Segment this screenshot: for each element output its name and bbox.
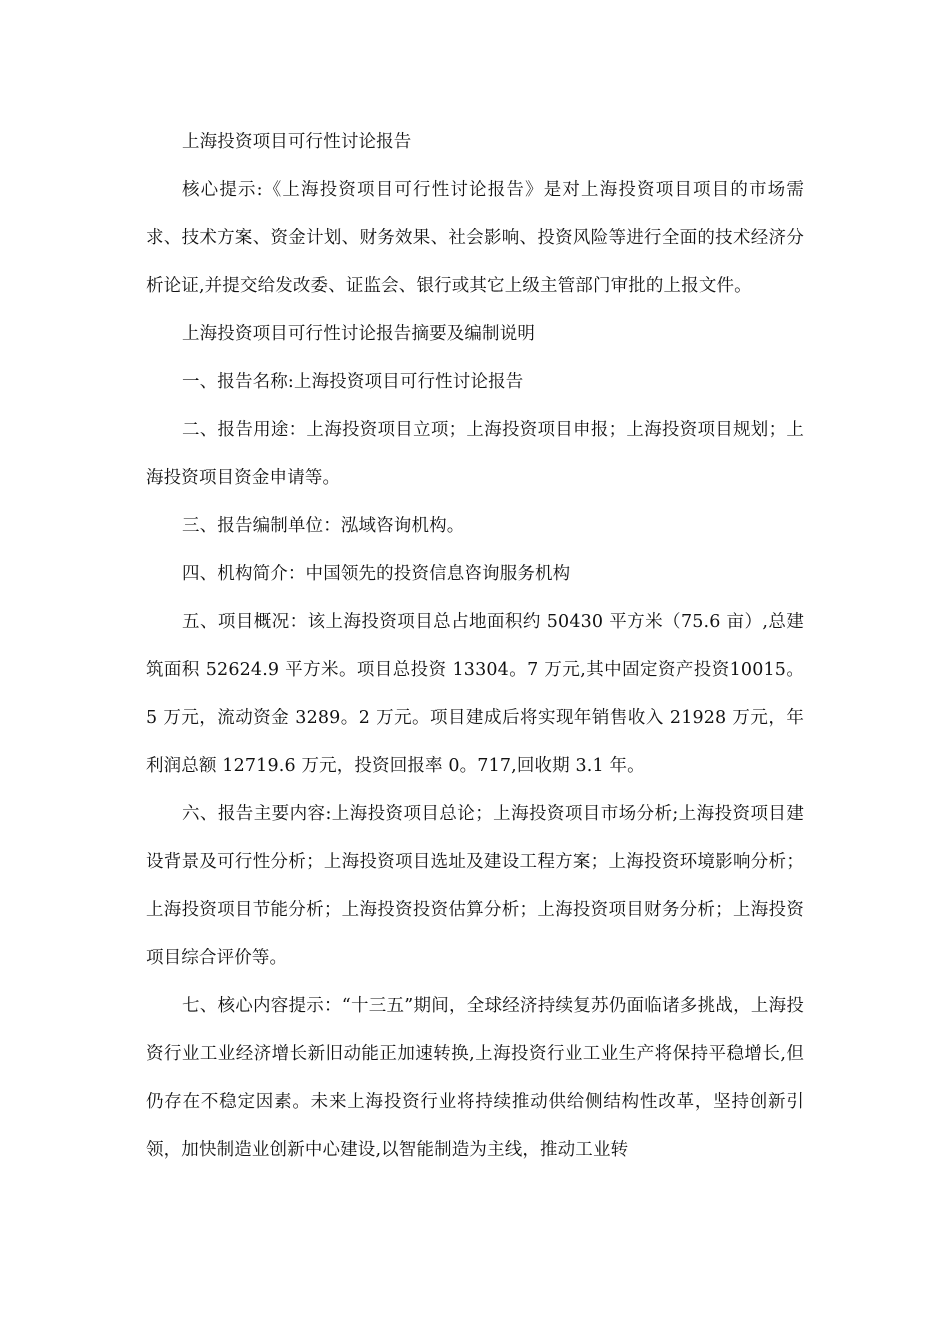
paragraph-project-overview: 五、项目概况：该上海投资项目总占地面积约 50430 平方米（75.6 亩）,总建筑面积 52624.9 平方米。项目总投资 13304。7 万元,其中固定资产投资10015。5 万元，流动资金 3289。2 万元。项目建成后将实现年销售收入 21928 万元，年利润总额 12719.6 万元，投资回报率 0。717,回收期 3.1 年。: [146, 612, 804, 776]
document-title: 上海投资项目可行性讨论报告: [182, 132, 412, 152]
paragraph-abstract-heading: 上海投资项目可行性讨论报告摘要及编制说明: [182, 324, 535, 344]
paragraph-core-summary: 核心提示:《上海投资项目可行性讨论报告》是对上海投资项目项目的市场需求、技术方案、资金计划、财务效果、社会影响、投资风险等进行全面的技术经济分析论证,并提交给发改委、证监会、银行或其它上级主管部门审批的上报文件。: [146, 180, 804, 296]
paragraph-compiling-unit: 三、报告编制单位：泓域咨询机构。: [182, 516, 465, 536]
paragraph-core-content: 七、核心内容提示：“十三五”期间，全球经济持续复苏仍面临诸多挑战，上海投资行业工业经济增长新旧动能正加速转换,上海投资行业工业生产将保持平稳增长,但仍存在不稳定因素。未来上海投资行业将持续推动供给侧结构性改革，坚持创新引领，加快制造业创新中心建设,以智能制造为主线，推动工业转: [146, 996, 804, 1160]
paragraph-report-usage: 二、报告用途：上海投资项目立项；上海投资项目申报；上海投资项目规划；上海投资项目资金申请等。: [146, 420, 804, 488]
paragraph-main-content: 六、报告主要内容:上海投资项目总论；上海投资项目市场分析;上海投资项目建设背景及可行性分析；上海投资项目选址及建设工程方案；上海投资环境影响分析；上海投资项目节能分析；上海投资投资估算分析；上海投资项目财务分析；上海投资项目综合评价等。: [146, 804, 804, 968]
paragraph-institution-intro: 四、机构简介：中国领先的投资信息咨询服务机构: [182, 564, 571, 584]
paragraph-report-name: 一、报告名称:上海投资项目可行性讨论报告: [182, 372, 524, 392]
